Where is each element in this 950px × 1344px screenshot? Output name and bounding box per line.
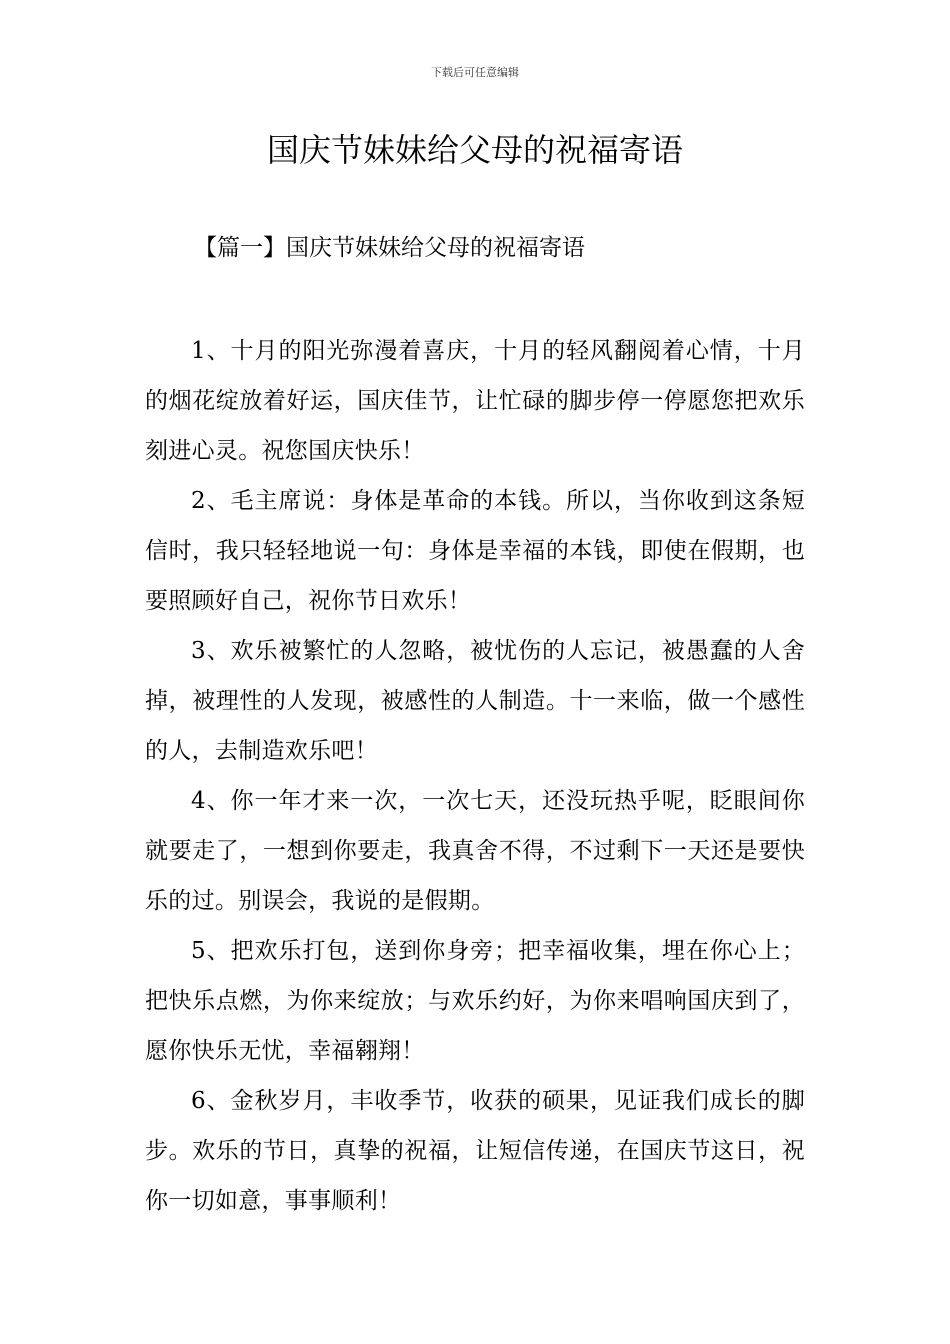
header-note: 下载后可任意编辑 bbox=[431, 66, 519, 79]
paragraph: 1、十月的阳光弥漫着喜庆，十月的轻风翻阅着心情，十月的烟花绽放着好运，国庆佳节，让忙碌的脚步停一停愿您把欢乐刻进心灵。祝您国庆快乐！ bbox=[145, 338, 805, 464]
paragraph: 2、毛主席说：身体是革命的本钱。所以，当你收到这条短信时，我只轻轻地说一句：身体是幸福的本钱，即使在假期，也要照顾好自己，祝你节日欢乐！ bbox=[145, 488, 805, 614]
paragraph: 6、金秋岁月，丰收季节，收获的硕果，见证我们成长的脚步。欢乐的节日，真挚的祝福，让短信传递，在国庆节这日，祝你一切如意，事事顺利！ bbox=[145, 1088, 805, 1214]
section-heading: 【篇一】国庆节妹妹给父母的祝福寄语 bbox=[194, 235, 585, 261]
body-text bbox=[145, 326, 805, 1226]
paragraph: 4、你一年才来一次，一次七天，还没玩热乎呢，眨眼间你就要走了，一想到你要走，我真舍不得，不过剩下一天还是要快乐的过。别误会，我说的是假期。 bbox=[145, 788, 805, 914]
paragraph: 3、欢乐被繁忙的人忽略，被忧伤的人忘记，被愚蠢的人舍掉，被理性的人发现，被感性的人制造。十一来临，做一个感性的人，去制造欢乐吧！ bbox=[145, 638, 805, 764]
page-title: 国庆节妹妹给父母的祝福寄语 bbox=[266, 131, 683, 169]
paragraph: 5、把欢乐打包，送到你身旁；把幸福收集，埋在你心上；把快乐点燃，为你来绽放；与欢乐约好，为你来唱响国庆到了，愿你快乐无忧，幸福翱翔！ bbox=[145, 938, 805, 1064]
